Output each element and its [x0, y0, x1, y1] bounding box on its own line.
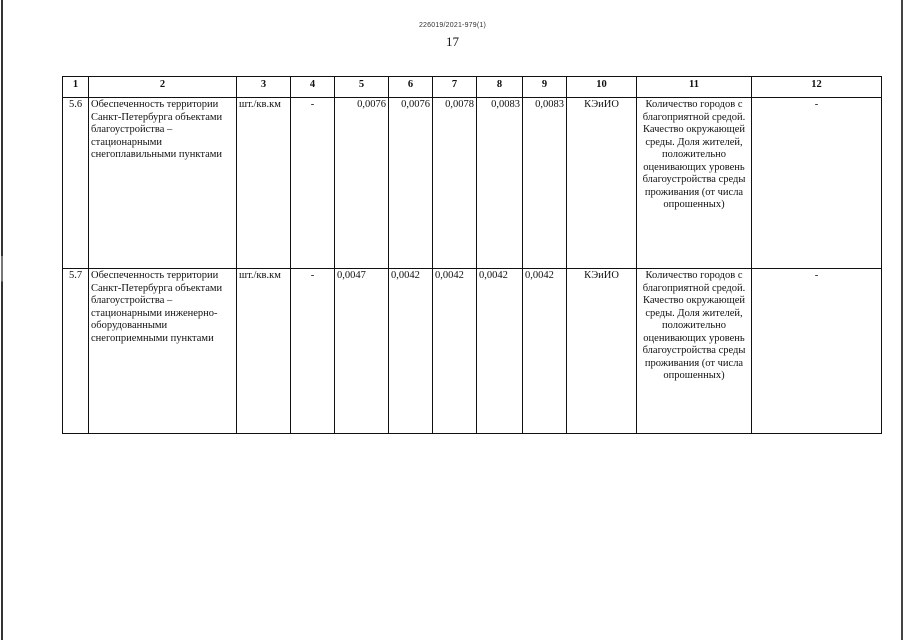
- scan-left-edge: [1, 0, 3, 640]
- table-row: [63, 98, 882, 269]
- target-indicator-cell: Количество городов с благоприятной средой. Качество окружающей среды. Доля жителей, положительно оценивающих уровень благоустройства среды проживания (от числа опрошенных): [637, 98, 752, 269]
- value-cell: 0,0076: [335, 98, 389, 269]
- column-header: 9: [523, 77, 567, 98]
- column-header: 5: [335, 77, 389, 98]
- indicator-name: Обеспеченность территории Санкт-Петербурга объектами благоустройства – стационарными инженерно-оборудованными снегоприемными пунктами: [89, 269, 237, 434]
- value-cell: 0,0083: [523, 98, 567, 269]
- executor-cell: КЭиИО: [567, 98, 637, 269]
- value-cell: 0,0078: [433, 98, 477, 269]
- value-cell: 0,0047: [335, 269, 389, 434]
- page-number: 17: [446, 34, 459, 49]
- value-cell: 0,0042: [389, 269, 433, 434]
- unit-cell: шт./кв.км: [237, 98, 291, 269]
- target-indicator-cell: Количество городов с благоприятной средой. Качество окружающей среды. Доля жителей, положительно оценивающих уровень благоустройства среды проживания (от числа опрошенных): [637, 269, 752, 434]
- column-header: 11: [637, 77, 752, 98]
- column-header: 4: [291, 77, 335, 98]
- value-cell: -: [752, 269, 882, 434]
- column-header: 3: [237, 77, 291, 98]
- table-row: [63, 269, 882, 434]
- value-cell: 0,0083: [477, 98, 523, 269]
- unit-cell: шт./кв.км: [237, 269, 291, 434]
- indicators-table: [62, 76, 882, 434]
- scan-right-edge: [901, 0, 903, 640]
- registration-number: 226019/2021-979(1): [418, 22, 487, 29]
- value-cell: 0,0042: [523, 269, 567, 434]
- value-cell: 0,0042: [477, 269, 523, 434]
- indicator-name: Обеспеченность территории Санкт-Петербурга объектами благоустройства – стационарными снегоплавильными пунктами: [89, 98, 237, 269]
- column-header: 1: [63, 77, 89, 98]
- column-header: 8: [477, 77, 523, 98]
- row-id: 5.7: [63, 269, 89, 434]
- value-cell: -: [291, 269, 335, 434]
- executor-cell: КЭиИО: [567, 269, 637, 434]
- column-header: 6: [389, 77, 433, 98]
- table-header-row: [63, 77, 882, 98]
- value-cell: 0,0076: [389, 98, 433, 269]
- row-id: 5.6: [63, 98, 89, 269]
- column-header: 2: [89, 77, 237, 98]
- value-cell: 0,0042: [433, 269, 477, 434]
- value-cell: -: [752, 98, 882, 269]
- column-header: 10: [567, 77, 637, 98]
- value-cell: -: [291, 98, 335, 269]
- column-header: 12: [752, 77, 882, 98]
- column-header: 7: [433, 77, 477, 98]
